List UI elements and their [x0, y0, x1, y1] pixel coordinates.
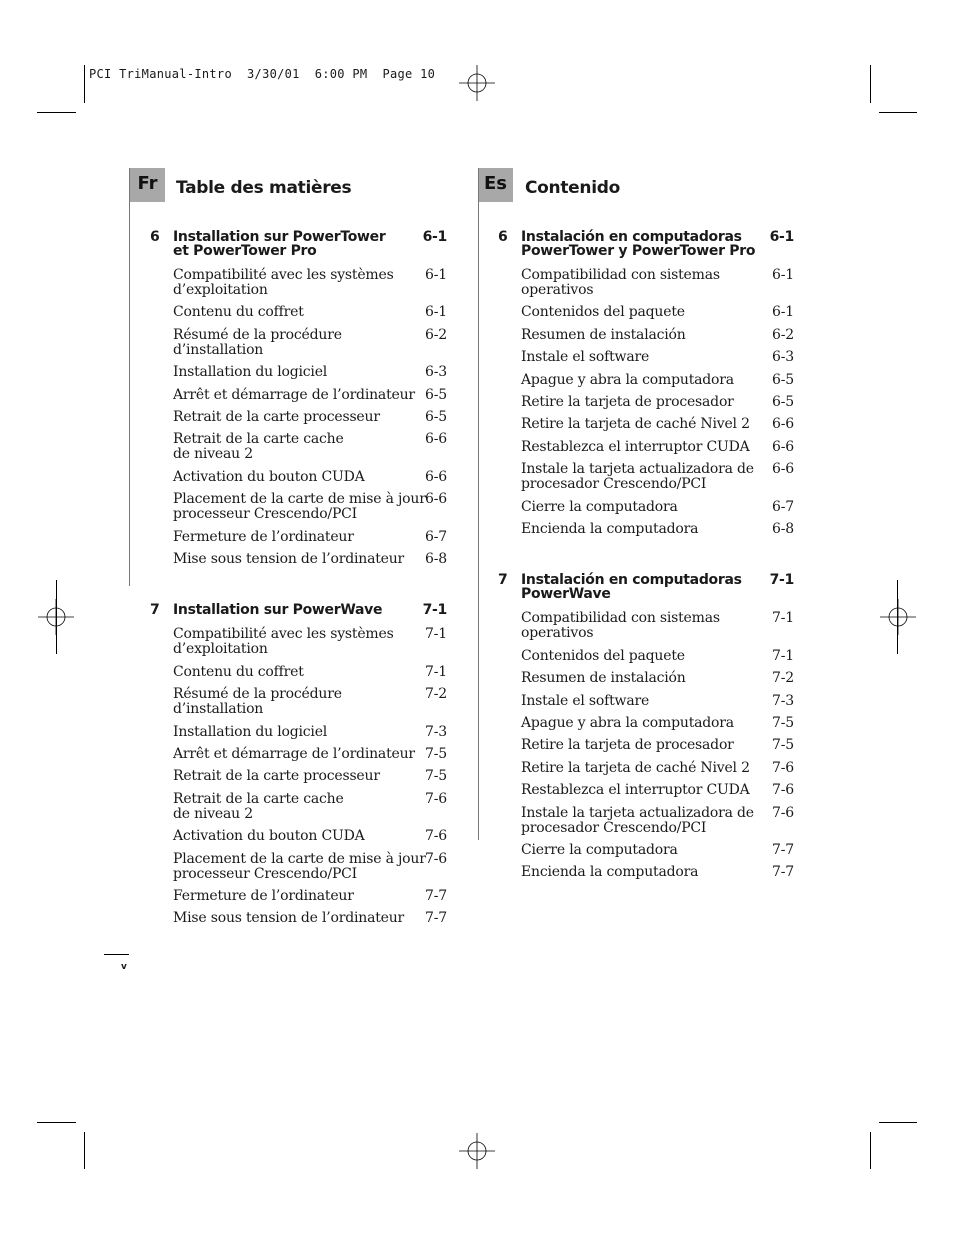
entry-page: 6-7: [425, 528, 447, 545]
entry-page: 7-6: [425, 828, 447, 845]
chapter-number: 6: [150, 229, 160, 245]
entry-title: Retrait de la carte processeur: [173, 409, 380, 425]
crop-mark: [84, 65, 85, 103]
registration-mark-icon: [880, 599, 916, 635]
entry-page: 7-5: [772, 715, 794, 731]
entry-page: 6-8: [425, 551, 447, 567]
chapter-title: Instalación en computadoras PowerWave: [521, 572, 742, 603]
entry-page: 6-5: [772, 394, 794, 410]
entry-title: Restablezca el interruptor CUDA: [521, 438, 750, 455]
entry-page: 7-6: [772, 804, 794, 821]
entry-page: 6-5: [425, 386, 447, 403]
entry-title: Retrait de la carte processeur: [173, 768, 380, 785]
column-rule: [478, 168, 479, 840]
entry-page: 6-6: [772, 416, 794, 433]
entry-page: 7-6: [772, 782, 794, 799]
entry-title: Placement de la carte de mise à jour processeur Crescendo/PCI: [173, 491, 426, 523]
chapter-page: 6-1: [769, 229, 794, 245]
crop-mark: [56, 580, 57, 654]
entry-page: 7-5: [425, 746, 447, 762]
entry-page: 6-6: [772, 461, 794, 478]
entry-title: Encienda la computadora: [521, 864, 699, 881]
entry-page: 6-2: [772, 326, 794, 343]
crop-mark: [84, 1132, 85, 1169]
entry-page: 6-6: [772, 438, 794, 455]
entry-page: 7-7: [425, 888, 447, 904]
entry-page: 7-1: [772, 647, 794, 664]
entry-title: Encienda la computadora: [521, 521, 699, 537]
column-rule: [129, 168, 130, 586]
entry-page: 6-5: [425, 409, 447, 425]
entry-page: 7-6: [425, 850, 447, 867]
entry-title: Compatibilidad con sistemas operativos: [521, 610, 720, 642]
entry-title: Retire la tarjeta de caché Nivel 2: [521, 759, 750, 776]
entry-page: 6-8: [772, 521, 794, 537]
entry-title: Mise sous tension de l’ordinateur: [173, 551, 405, 567]
entry-page: 6-3: [425, 364, 447, 381]
entry-page: 7-3: [425, 723, 447, 740]
toc-spanish: [498, 0, 794, 1235]
entry-page: 6-5: [772, 371, 794, 388]
entry-page: 6-1: [772, 304, 794, 321]
entry-page: 7-1: [425, 626, 447, 643]
entry-title: Retrait de la carte cache de niveau 2: [173, 790, 344, 822]
page-number: v: [121, 962, 127, 972]
entry-title: Contenu du coffret: [173, 663, 304, 680]
entry-page: 7-1: [772, 610, 794, 627]
entry-page: 6-6: [425, 491, 447, 508]
entry-title: Contenu du coffret: [173, 304, 304, 321]
entry-title: Instale la tarjeta actualizadora de procesador Crescendo/PCI: [521, 804, 754, 836]
section-title: Contenido: [525, 178, 620, 198]
crop-mark: [879, 112, 917, 113]
entry-page: 7-6: [772, 759, 794, 776]
entry-page: 6-1: [425, 304, 447, 321]
entry-title: Placement de la carte de mise à jour processeur Crescendo/PCI: [173, 850, 426, 882]
entry-title: Activation du bouton CUDA: [173, 468, 365, 485]
chapter-number: 6: [498, 229, 508, 245]
toc-french: [150, 0, 447, 1235]
chapter-title: Installation sur PowerWave: [173, 602, 383, 619]
language-badge-es: Es: [478, 168, 513, 202]
entry-page: 6-7: [772, 498, 794, 515]
entry-title: Contenidos del paquete: [521, 647, 685, 664]
entry-title: Resumen de instalación: [521, 670, 686, 687]
registration-mark-icon: [459, 1133, 495, 1169]
entry-title: Résumé de la procédure d’installation: [173, 686, 342, 718]
entry-title: Resumen de instalación: [521, 326, 686, 343]
entry-title: Compatibilidad con sistemas operativos: [521, 267, 720, 298]
crop-mark: [870, 1132, 871, 1169]
entry-title: Retire la tarjeta de procesador: [521, 394, 734, 410]
entry-title: Restablezca el interruptor CUDA: [521, 782, 750, 799]
entry-title: Retire la tarjeta de procesador: [521, 737, 734, 754]
entry-title: Apague y abra la computadora: [521, 715, 734, 731]
entry-page: 6-1: [772, 267, 794, 283]
entry-page: 7-5: [772, 737, 794, 754]
language-badge-fr: Fr: [130, 168, 165, 202]
entry-page: 6-6: [425, 431, 447, 448]
entry-page: 6-6: [425, 468, 447, 485]
entry-title: Installation du logiciel: [173, 723, 328, 740]
entry-title: Retire la tarjeta de caché Nivel 2: [521, 416, 750, 433]
entry-page: 7-2: [772, 670, 794, 687]
entry-title: Instale la tarjeta actualizadora de procesador Crescendo/PCI: [521, 461, 754, 493]
entry-page: 7-5: [425, 768, 447, 785]
print-slug: PCI TriManual-Intro 3/30/01 6:00 PM Page 10: [89, 67, 436, 81]
entry-title: Mise sous tension de l’ordinateur: [173, 910, 405, 927]
entry-title: Fermeture de l’ordinateur: [173, 888, 354, 904]
entry-title: Apague y abra la computadora: [521, 371, 734, 388]
entry-page: 7-7: [425, 910, 447, 927]
crop-mark: [870, 65, 871, 103]
chapter-title: Installation sur PowerTower et PowerTower Pro: [173, 229, 386, 259]
registration-mark-icon: [459, 65, 495, 101]
entry-title: Fermeture de l’ordinateur: [173, 528, 354, 545]
chapter-number: 7: [150, 602, 160, 619]
entry-title: Activation du bouton CUDA: [173, 828, 365, 845]
entry-title: Compatibilité avec les systèmes d’exploitation: [173, 267, 394, 298]
footer-rule: [104, 954, 129, 955]
entry-page: 6-3: [772, 349, 794, 366]
entry-title: Retrait de la carte cache de niveau 2: [173, 431, 344, 463]
entry-title: Installation du logiciel: [173, 364, 328, 381]
crop-mark: [879, 1122, 917, 1123]
entry-page: 7-7: [772, 864, 794, 881]
crop-mark: [37, 1122, 76, 1123]
chapter-title: Instalación en computadoras PowerTower y PowerTower Pro: [521, 229, 756, 259]
entry-page: 7-3: [772, 692, 794, 709]
chapter-number: 7: [498, 572, 508, 589]
entry-page: 6-2: [425, 326, 447, 343]
entry-page: 7-2: [425, 686, 447, 703]
entry-title: Arrêt et démarrage de l’ordinateur: [173, 386, 415, 403]
entry-title: Cierre la computadora: [521, 842, 678, 858]
entry-page: 7-1: [425, 663, 447, 680]
chapter-page: 6-1: [422, 229, 447, 245]
chapter-page: 7-1: [422, 602, 447, 619]
chapter-page: 7-1: [769, 572, 794, 589]
entry-title: Contenidos del paquete: [521, 304, 685, 321]
section-title: Table des matières: [176, 178, 352, 198]
crop-mark: [897, 580, 898, 654]
entry-title: Compatibilité avec les systèmes d’exploitation: [173, 626, 394, 658]
entry-title: Cierre la computadora: [521, 498, 678, 515]
entry-title: Instale el software: [521, 349, 650, 366]
entry-page: 7-6: [425, 790, 447, 807]
crop-mark: [37, 112, 76, 113]
entry-title: Résumé de la procédure d’installation: [173, 326, 342, 358]
entry-title: Arrêt et démarrage de l’ordinateur: [173, 746, 415, 762]
entry-title: Instale el software: [521, 692, 650, 709]
entry-page: 7-7: [772, 842, 794, 858]
entry-page: 6-1: [425, 267, 447, 283]
